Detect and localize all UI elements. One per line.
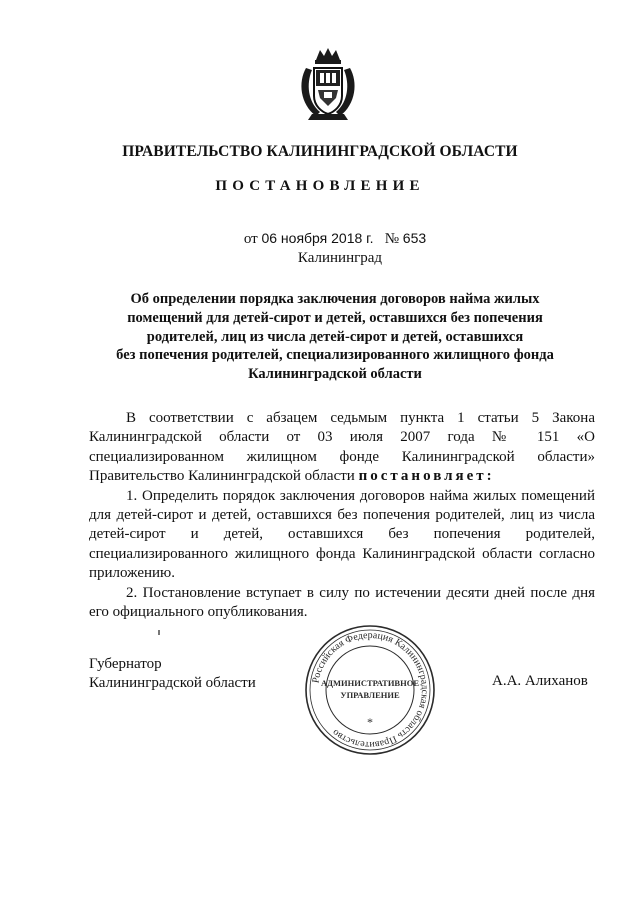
decree-word: постановляет: [358, 468, 495, 485]
number-sign: № [384, 231, 400, 247]
date-number-line [0, 230, 640, 248]
document-body [89, 409, 595, 622]
seal-star: * [367, 715, 373, 729]
document-number: 653 [402, 230, 427, 246]
title-line: родителей, лиц из числа детей-сирот и детей, оставшихся [146, 328, 524, 345]
title-line: помещений для детей-сирот и детей, оставшихся без попечения [127, 309, 543, 326]
item-1: 1. Определить порядок заключения договоров найма жилых помещений для детей-сирот и детей, оставшихся без попечения родителей, лиц из числа детей-сирот и детей, оставшихся без попечения родителей, специализированного жилищного фонда Калининградской области согласно приложению. [89, 487, 595, 582]
city: Калининград [297, 250, 383, 266]
date-prefix: от [243, 231, 258, 247]
document-title [110, 290, 560, 384]
signatory-title-line2: Калининградской области [89, 674, 256, 691]
signatory-name: А.А. Алиханов [492, 673, 588, 689]
seal-center-line2: УПРАВЛЕНИЕ [340, 690, 400, 700]
official-seal [302, 622, 438, 758]
preamble-paragraph [89, 409, 595, 487]
preamble-text: В соответствии с абзацем седьмым пункта 1 статьи 5 Закона Калининградской области от 03 июля 2007 года № 151 «О специализированном жилищном фонде Калининградской области» Правительство Калининградской области [89, 410, 595, 485]
margin-mark [158, 630, 160, 635]
seal-center-line1: АДМИНИСТРАТИВНОЕ [321, 678, 419, 688]
title-line: Калининградской области [248, 366, 422, 383]
signatory-title-line1: Губернатор [89, 656, 162, 672]
coat-of-arms-icon [296, 46, 360, 124]
document-type: ПОСТАНОВЛЕНИЕ [215, 178, 425, 194]
government-name: ПРАВИТЕЛЬСТВО КАЛИНИНГРАДСКОЙ ОБЛАСТИ [122, 143, 518, 160]
title-line: без попечения родителей, специализированного жилищного фонда [116, 347, 554, 364]
item-2: 2. Постановление вступает в силу по истечении десяти дней после дня его официального опубликования. [89, 584, 595, 621]
title-line: Об определении порядка заключения договоров найма жилых [130, 291, 540, 307]
signatory-title [89, 655, 256, 692]
seal-ring-text: Российская Федерация Калининградская область Правительство [310, 629, 431, 751]
document-date: 06 ноября 2018 г. [261, 230, 374, 246]
